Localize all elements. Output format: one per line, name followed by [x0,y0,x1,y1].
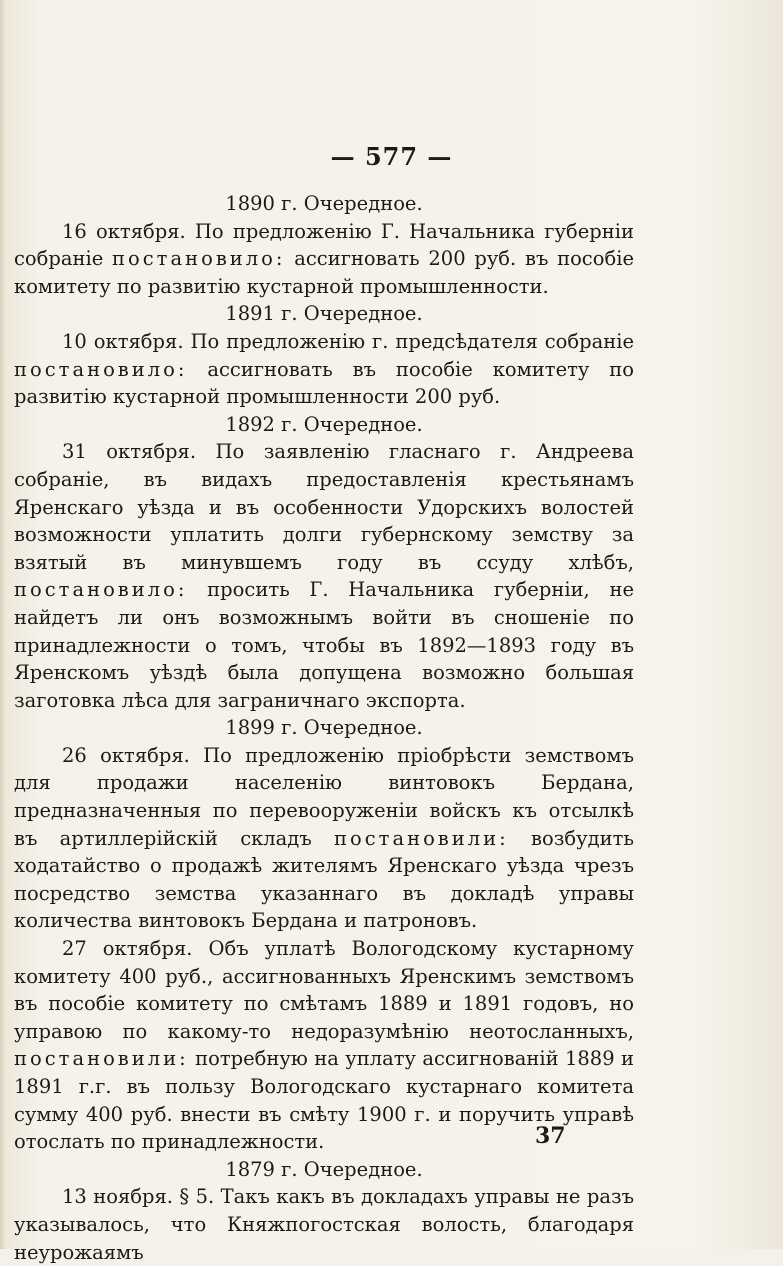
paragraph-text: возбудить ходатайство о продажѣ жителямъ Яренскаго уѣзда чрезъ посредство земства указаннаго въ докладѣ управы количества винтовокъ Бердана и патроновъ. [14,826,634,933]
resolution-word: постановило: [14,578,188,602]
paragraph-1892-oct-31 [14,438,634,714]
paragraph-text: 13 ноября. § 5. Такъ какъ въ докладахъ управы не разъ указывалось, что Княжпогостская волость, благодаря неурожаямъ [14,1185,634,1264]
page-edge-shadow [0,0,6,1249]
paragraph-1899-oct-26 [14,742,634,935]
paragraph-text: 31 октября. По заявленію гласнаго г. Андреева собраніе, въ видахъ предоставленія крестьянамъ Яренскаго уѣзда и въ особенности Удорскихъ волостей возможности уплатить долги губернскому земству за взятый въ минувшемъ году въ ссуду хлѣбъ, [14,440,634,574]
heading-1890: 1890 г. Очередное. [225,192,423,215]
paragraph-1879-nov-13 [14,1183,634,1266]
paragraph-text: ассигновать въ пособіе комитету по развитію кустарной промышленности 200 руб. [14,357,634,409]
resolution-word: постановили: [334,826,509,850]
body-text [14,190,634,1266]
paragraph-text: 26 октября. По предложенію пріобрѣсти земствомъ для продажи населенію винтовокъ Бердана, предназначенныя по перевооруженіи войскъ къ отсылкѣ въ артиллерійскій складъ [14,743,634,850]
paragraph-1891-oct-10 [14,328,634,411]
paragraph-1890-oct-16 [14,218,634,301]
resolution-word: постановили: [14,1047,189,1071]
paragraph-text: просить Г. Начальника губерніи, не найдетъ ли онъ возможнымъ войти въ сношеніе по принадлежности о томъ, чтобы въ 1892—1893 году въ Яренскомъ уѣздѣ была допущена возможно большая заготовка лѣса для заграничнаго экспорта. [14,578,634,712]
heading-1899: 1899 г. Очередное. [225,716,423,740]
paragraph-text: потребную на уплату ассигнованій 1889 и 1891 г.г. въ пользу Вологодскаго кустарнаго комитета сумму 400 руб. внести въ смѣту 1900 г. и поручить управѣ отослать по принадлежности. [14,1047,634,1154]
paragraph-text: 10 октября. По предложенію г. предсѣдателя собраніе [62,329,634,353]
signature-mark: 37 [535,1123,566,1149]
heading-1891: 1891 г. Очередное. [225,302,423,326]
resolution-word: постановило: [14,357,188,381]
resolution-word: постановило: [112,247,286,271]
heading-1879: 1879 г. Очередное. [225,1157,423,1181]
heading-1892: 1892 г. Очередное. [225,412,423,436]
paragraph-text: ассигновать 200 руб. въ пособіе комитету по развитію кустарной промышленности. [14,247,634,298]
paragraph-text: 16 октября. По предложенію Г. Начальника губерніи собраніе [14,219,634,271]
paragraph-text: 27 октября. Объ уплатѣ Вологодскому кустарному комитету 400 руб., ассигнованныхъ Яренскимъ земствомъ въ пособіе комитету по смѣтамъ 1889 и 1891 годовъ, но управою по какому-то недоразумѣнію неотосланныхъ, [14,937,634,1043]
page-number: — 577 — [330,142,453,171]
